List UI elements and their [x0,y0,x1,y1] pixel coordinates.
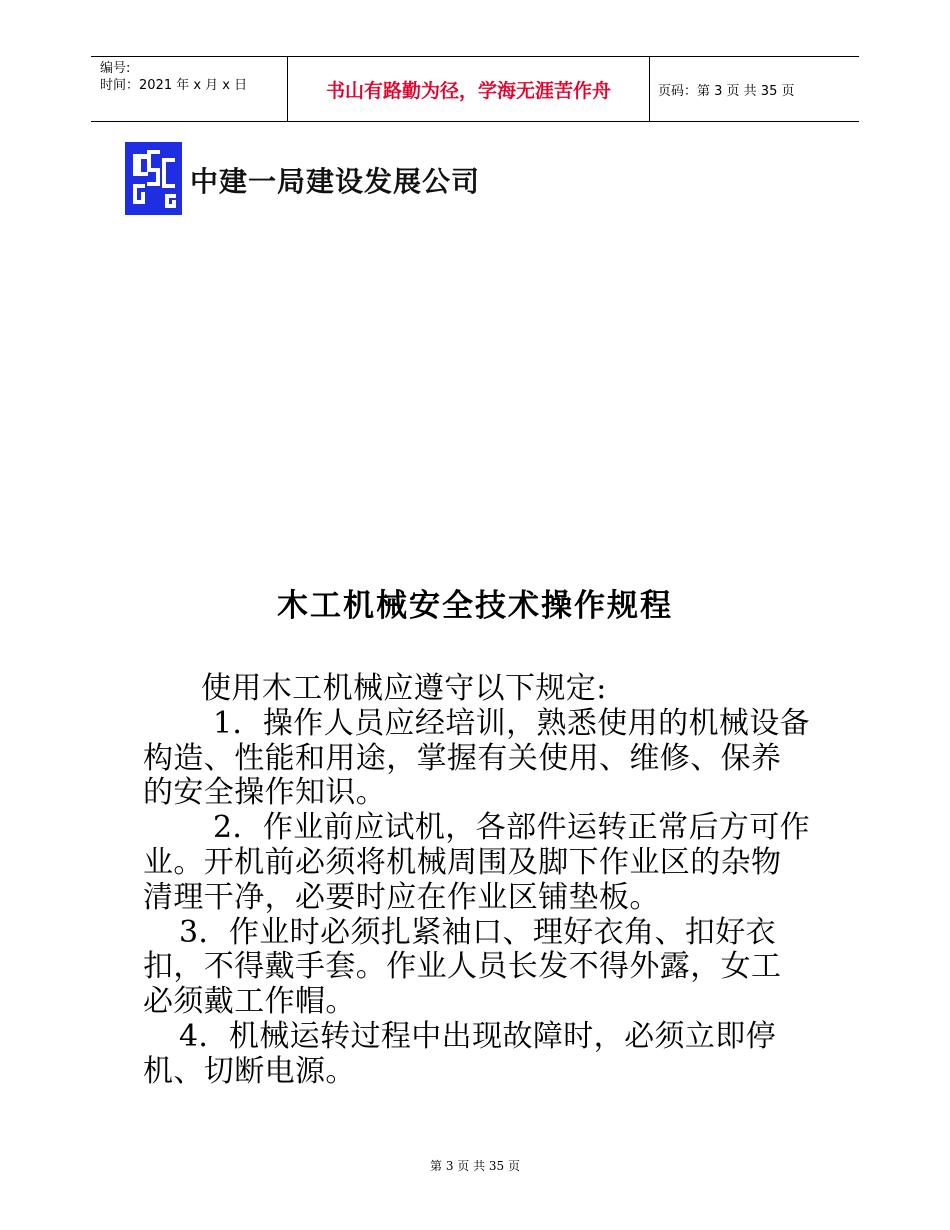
number-label: 编号: [100,61,131,76]
intro-paragraph: 使用木工机械应遵守以下规定: [201,671,607,706]
header-page-info: 页码：第 3 页 共 35 页 [658,83,795,99]
rule-item-1: 1．操作人员应经培训，熟悉使用的机械设备构造、性能和用途，掌握有关使用、维修、保养的安全操作知识。 [143,705,811,811]
document-title: 木工机械安全技术操作规程 [277,588,673,624]
cscec-logo [125,142,182,215]
rule-item-4: 4．机械运转过程中出现故障时，必须立即停机、切断电源。 [143,1018,777,1089]
header-motto: 书山有路勤为径，学海无涯苦作舟 [287,57,650,121]
document-body [143,672,811,1090]
time-label: 时间：2021 年 x 月 x 日 [100,78,248,93]
rule-item-2: 2．作业前应试机，各部件运转正常后方可作业。开机前必须将机械周围及脚下作业区的杂物清理干净，必要时应在作业区铺垫板。 [143,810,811,915]
page-footer: 第 3 页 共 35 页 [430,1159,520,1173]
company-name: 中建一局建设发展公司 [190,165,481,198]
rule-item-3: 3．作业时必须扎紧袖口、理好衣角、扣好衣扣，不得戴手套。作业人员长发不得外露，女工必须戴工作帽。 [143,914,782,1020]
header-meta [91,57,287,121]
page-header [91,56,859,122]
cscec-logo-graphic [125,142,182,215]
